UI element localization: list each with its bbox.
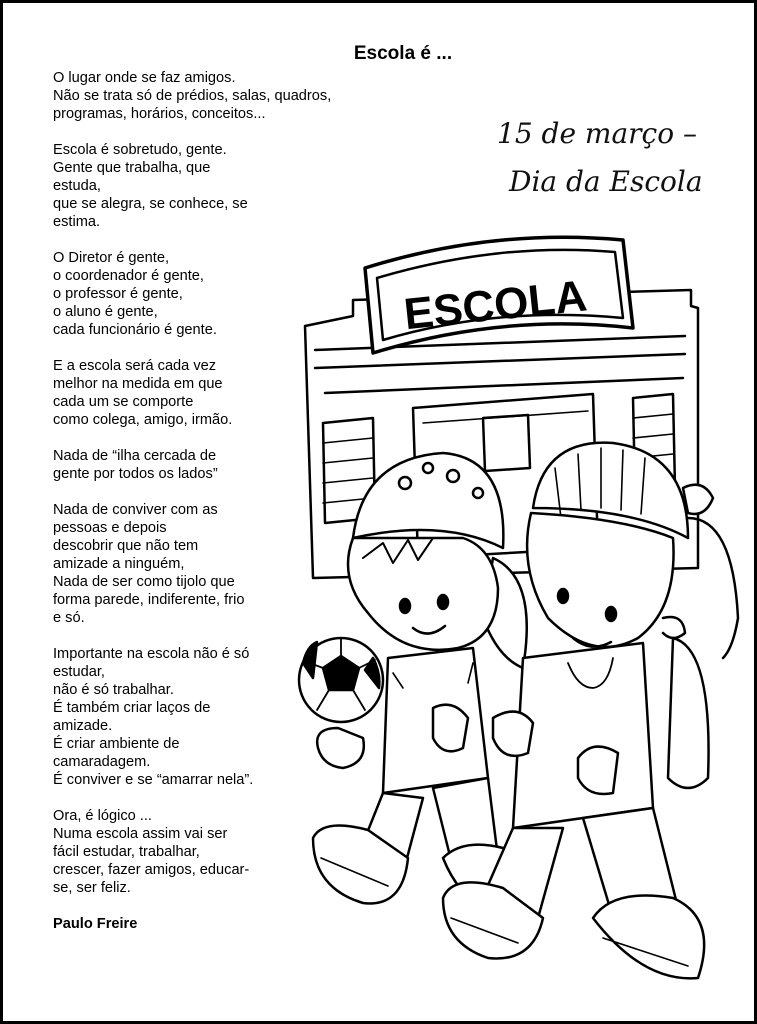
poem-line: O lugar onde se faz amigos. bbox=[53, 70, 236, 86]
school-children-illustration bbox=[293, 218, 743, 1008]
poem-line: que se alegra, se conhece, se bbox=[53, 196, 248, 212]
poem-line: o coordenador é gente, bbox=[53, 268, 204, 284]
poem-author: Paulo Freire bbox=[53, 916, 138, 932]
poem-line: Não se trata só de prédios, salas, quadros, bbox=[53, 88, 332, 104]
poem-line: O Diretor é gente, bbox=[53, 250, 169, 266]
poem-line: se, ser feliz. bbox=[53, 880, 131, 896]
poem-line: estima. bbox=[53, 214, 101, 230]
poem-line: cada funcionário é gente. bbox=[53, 322, 217, 338]
poem-line: amizade. bbox=[53, 718, 113, 734]
poem-line: Nada de “ilha cercada de bbox=[53, 448, 217, 464]
poem-line: descobrir que não tem bbox=[53, 538, 199, 554]
poem-line: o aluno é gente, bbox=[53, 304, 158, 320]
poem-line: fácil estudar, trabalhar, bbox=[53, 844, 200, 860]
poem-line: Importante na escola não é só bbox=[53, 646, 250, 662]
poem-line: o professor é gente, bbox=[53, 286, 183, 302]
poem-line: Ora, é lógico ... bbox=[53, 808, 152, 824]
poem-line: estudar, bbox=[53, 664, 105, 680]
poem-line: crescer, fazer amigos, educar- bbox=[53, 862, 250, 878]
date-heading-line-2: Dia da Escola bbox=[509, 165, 703, 198]
poem-line: estuda, bbox=[53, 178, 101, 194]
date-heading-line-1: 15 de março – bbox=[497, 117, 697, 150]
school-sign-label: ESCOLA bbox=[401, 271, 590, 340]
poem-line: Gente que trabalha, que bbox=[53, 160, 211, 176]
poem-line: E a escola será cada vez bbox=[53, 358, 217, 374]
poem-line: É criar ambiente de bbox=[53, 736, 180, 752]
poem-line: pessoas e depois bbox=[53, 520, 167, 536]
poem-line: Nada de ser como tijolo que bbox=[53, 574, 235, 590]
poem-line: É também criar laços de bbox=[53, 700, 211, 716]
poem-line: Escola é sobretudo, gente. bbox=[53, 142, 227, 158]
poem-line: camaradagem. bbox=[53, 754, 151, 770]
poem-line: melhor na medida em que bbox=[53, 376, 223, 392]
poem-line: e só. bbox=[53, 610, 85, 626]
poem-line: não é só trabalhar. bbox=[53, 682, 174, 698]
stanza bbox=[53, 69, 373, 123]
poem-line: gente por todos os lados” bbox=[53, 466, 218, 482]
poem-line: como colega, amigo, irmão. bbox=[53, 412, 233, 428]
poem-line: É conviver e se “amarrar nela”. bbox=[53, 772, 254, 788]
poem-line: forma parede, indiferente, frio bbox=[53, 592, 245, 608]
poem-line: programas, horários, conceitos... bbox=[53, 106, 266, 122]
soccer-ball bbox=[299, 638, 383, 722]
poem-line: cada um se comporte bbox=[53, 394, 194, 410]
poem-line: Numa escola assim vai ser bbox=[53, 826, 228, 842]
poem-line: Nada de conviver com as bbox=[53, 502, 218, 518]
poem-title: Escola é ... bbox=[353, 43, 453, 64]
poem-line: amizade a ninguém, bbox=[53, 556, 185, 572]
